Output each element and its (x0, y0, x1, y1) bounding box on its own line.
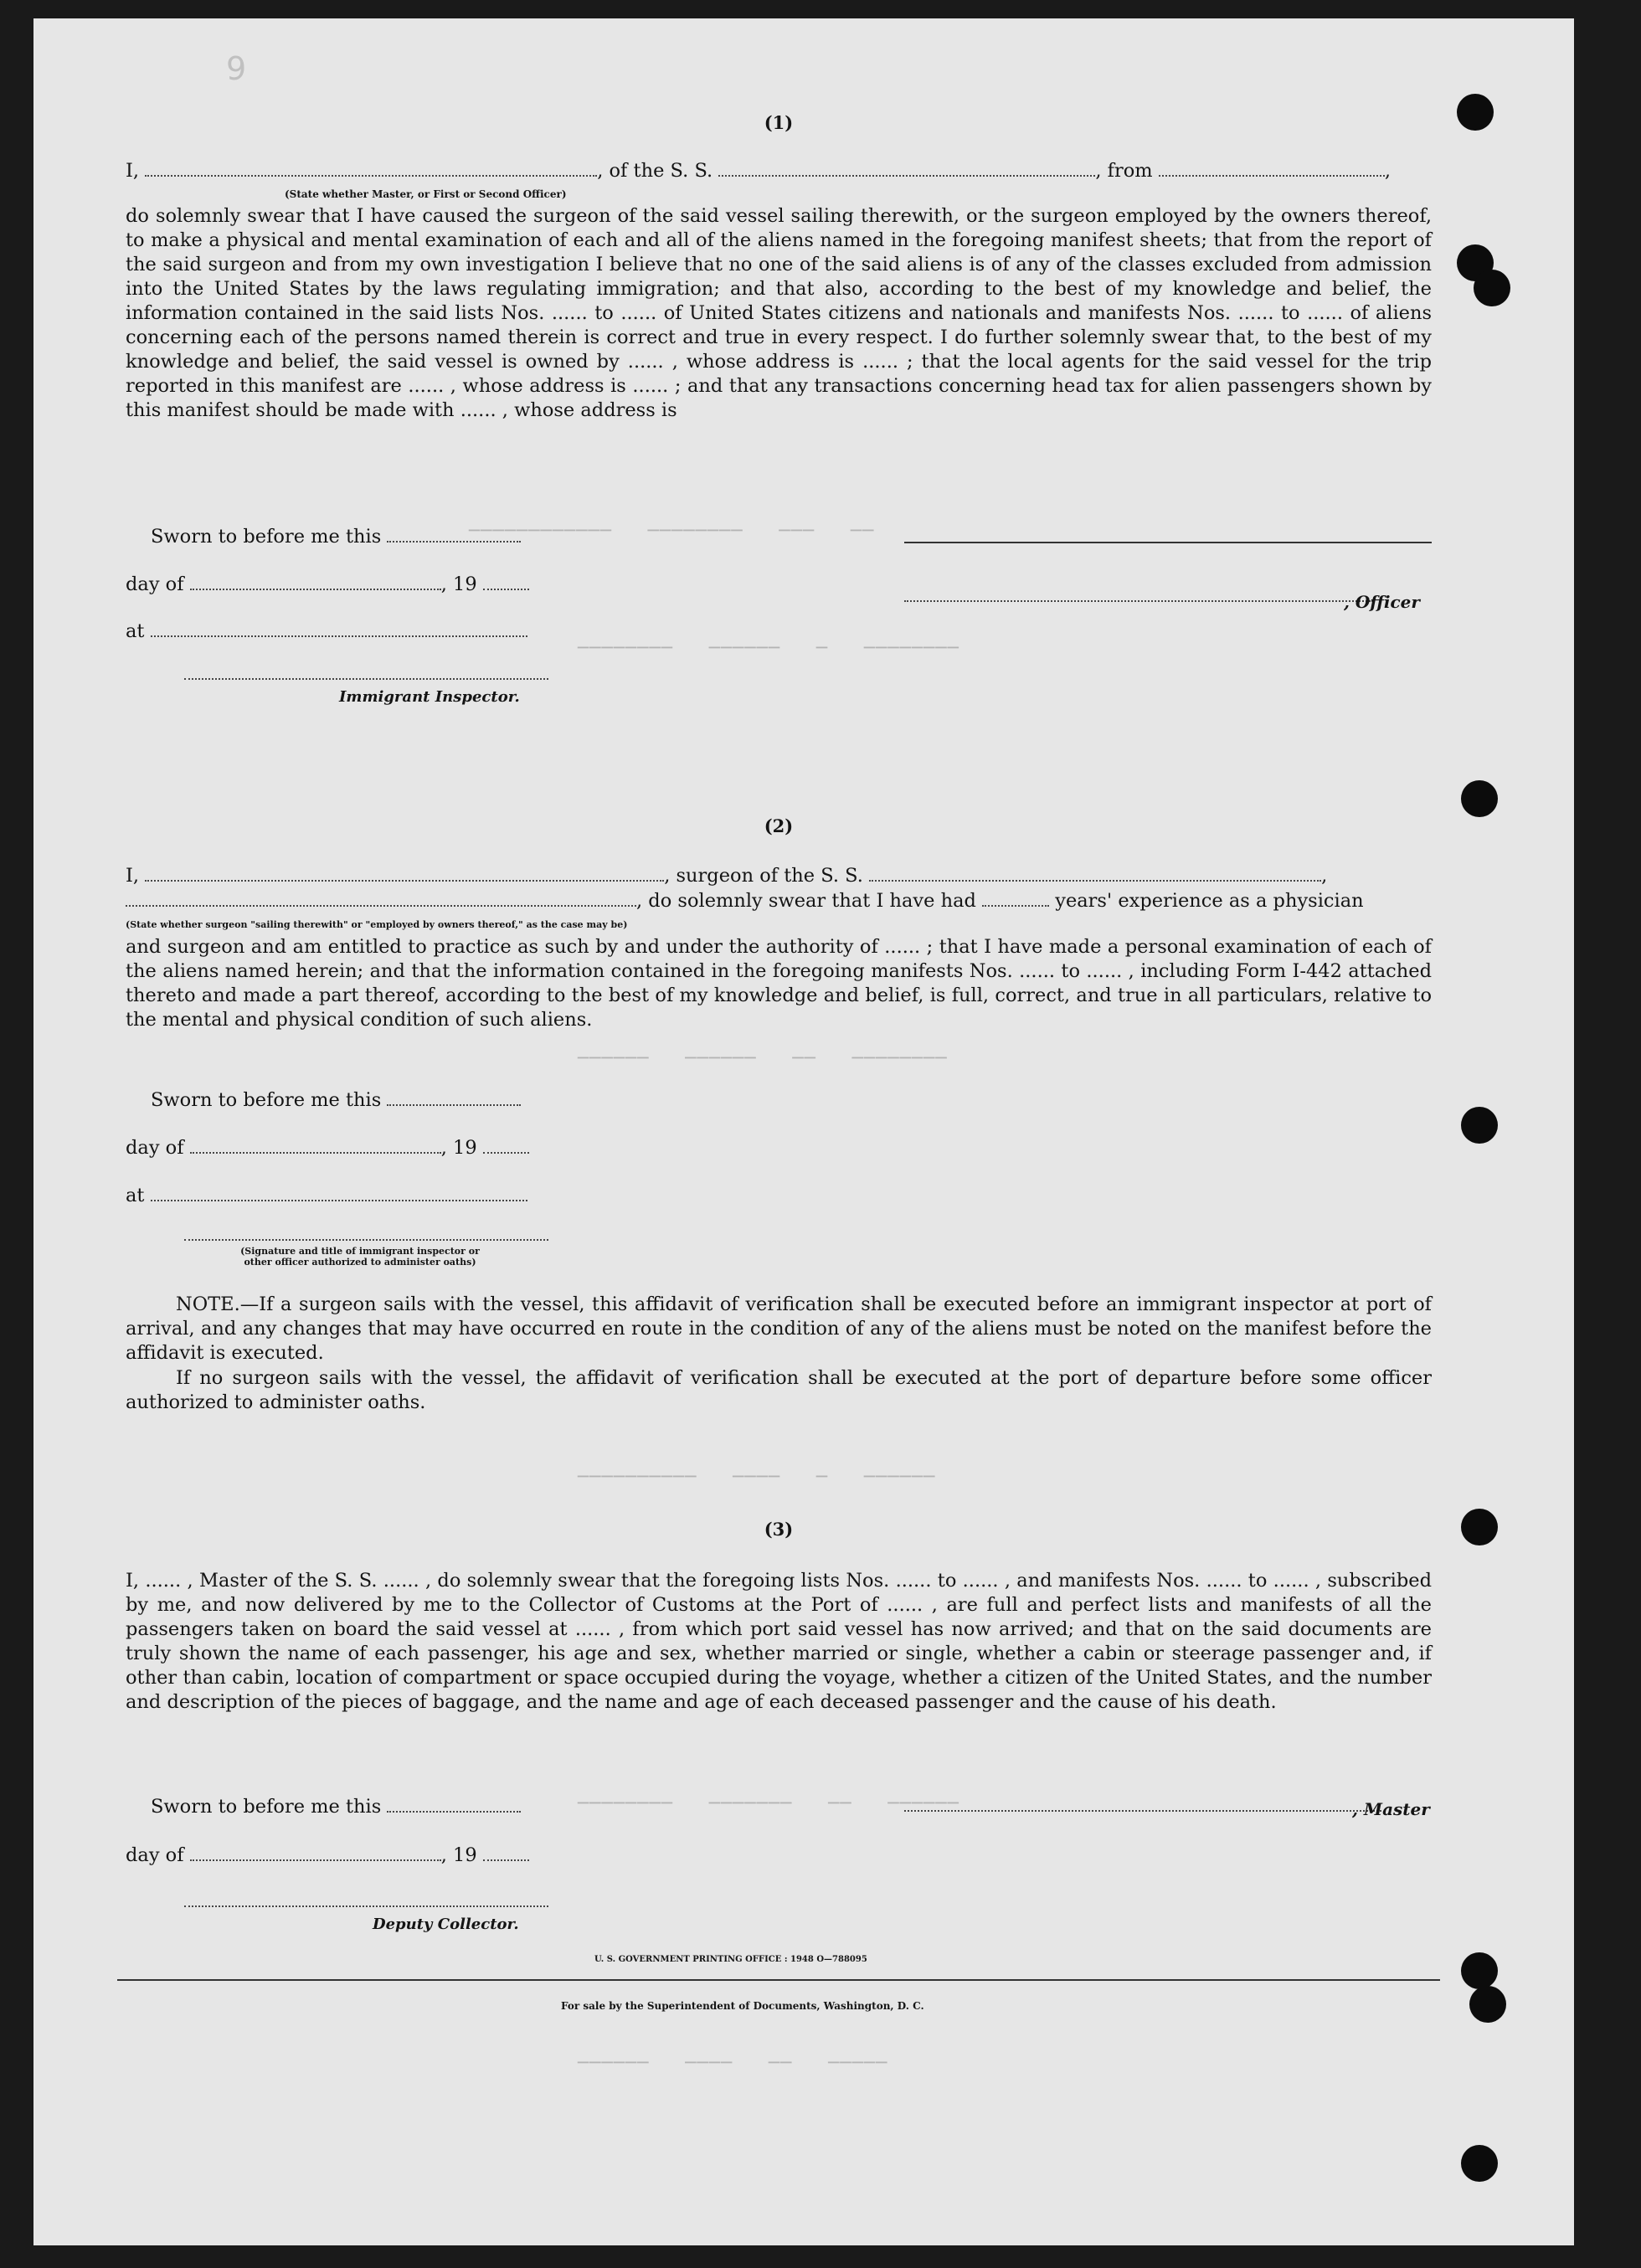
signature-line (904, 542, 1432, 543)
at-place-field[interactable] (151, 620, 527, 637)
binder-hole (1474, 270, 1510, 306)
section-1-number: (1) (764, 112, 794, 133)
bleed-through-texture: ────────── ──── ─ ────── (578, 1467, 936, 1488)
years-field[interactable] (982, 890, 1049, 907)
day-of-label: day of (126, 1137, 184, 1159)
section-1-body: do solemnly swear that I have caused the surgeon of the said vessel sailing therewith, or the surgeon employed by the owners thereof, to make a physical and mental examination of each and all of the aliens named in the foregoing manifest sheets; that from the report of the said surgeon and from my own investigation I believe that no one of the said aliens is of any of the classes excluded from admission into the United States by the laws regulating immigration; and that also, according to the best of my knowledge and belief, the information contained in the said lists Nos. ...... to ...... of United States citizens and nationals and manifests Nos. ...... to ...... of aliens concerning each of the persons named therein is correct and true in every respect. I do further solemnly swear that, to the best of my knowledge and belief, the said vessel is owned by ...... , whose address is ...... ; that the local agents for the said vessel for the trip reported in this manifest are ...... , whose address is ...... ; and that any transactions concerning head tax for alien passengers shown by this manifest should be made with ...... , whose address is (126, 205, 1432, 421)
binder-hole (1461, 2145, 1498, 2182)
gpo-imprint: U. S. GOVERNMENT PRINTING OFFICE : 1948 O—788095 (594, 1955, 867, 1964)
year-field[interactable] (483, 1137, 529, 1154)
section-3-number: (3) (764, 1519, 794, 1540)
manifest-sheet (33, 18, 1574, 2245)
bleed-through-texture: ──────── ────── ─ ──────── (578, 638, 959, 659)
bleed-through-texture: ──────────── ──────── ─── ── (469, 521, 875, 542)
vessel-name-field[interactable] (869, 865, 1321, 882)
master-label: , Master (1352, 1799, 1430, 1819)
at-place-field[interactable] (151, 1185, 527, 1201)
section-2-sworn (151, 1088, 521, 1113)
master-signature-line (904, 1810, 1381, 1812)
officer-caption: (State whether Master, or First or Second Officer) (285, 188, 567, 200)
signature-caption: (Signature and title of immigrant inspector or other officer authorized to administer oaths) (240, 1246, 480, 1268)
binder-hole (1461, 780, 1498, 817)
vessel-name-field[interactable] (718, 160, 1095, 177)
section-1-day (126, 573, 529, 597)
inspector-label: Immigrant Inspector. (339, 688, 520, 706)
section-1-at (126, 620, 527, 644)
deputy-label: Deputy Collector. (373, 1916, 519, 1933)
officer-label: , Officer (1344, 592, 1420, 612)
year-field[interactable] (483, 1844, 529, 1861)
text-prefix: I, (126, 865, 140, 887)
text-from: , from (1095, 160, 1153, 182)
deputy-signature-line (184, 1905, 548, 1907)
sworn-label: Sworn to before me this (151, 1089, 382, 1111)
binder-hole (1461, 1952, 1498, 1989)
year-field[interactable] (483, 573, 529, 590)
year-label: , 19 (440, 573, 477, 595)
section-2-second-line (126, 889, 1432, 913)
day-of-label: day of (126, 573, 184, 595)
text-of-ss: , of the S. S. (597, 160, 713, 182)
authorized-signature-line (184, 1239, 548, 1241)
section-1-sworn (151, 525, 521, 549)
note-no-surgeon: If no surgeon sails with the vessel, the affidavit of verification shall be executed at the port of departure before some officer authorized to administer oaths. (126, 1367, 1432, 1413)
bleed-through-texture: ────── ──── ── ───── (578, 2053, 888, 2074)
at-label: at (126, 620, 145, 642)
officer-signature-line (904, 600, 1373, 602)
bleed-through-texture: ────── ────── ── ──────── (578, 1048, 948, 1069)
footer-rule (117, 1979, 1440, 1981)
binder-hole (1461, 1509, 1498, 1545)
binder-hole (1461, 1107, 1498, 1144)
section-3-day (126, 1844, 529, 1868)
section-2-body: and surgeon and am entitled to practice as such by and under the authority of ...... ; that I have made a personal examination of each of the aliens named herein; and that the information contained in the foregoing manifests Nos. ...... to ...... , including Form I-442 attached thereto and made a part thereof, according to the best of my knowledge and belief, is full, correct, and true in all particulars, relative to the mental and physical condition of such aliens. (126, 936, 1432, 1031)
at-label: at (126, 1185, 145, 1206)
text-surgeon-of-ss: , surgeon of the S. S. (664, 865, 863, 887)
from-port-field[interactable] (1159, 160, 1385, 177)
section-3-body: I, ...... , Master of the S. S. ...... , do solemnly swear that the foregoing lists Nos. ...... to ...... , and manifests Nos. ...... to ...... , subscribed by me, and now delivered by me to the Collector of Customs at the Port of ...... , are full and perfect lists and manifests of all the passengers taken on board the said vessel at ...... , from which port said vessel has now arrived; and that on the said documents are truly shown the name of each passenger, his age and sex, whether married or single, whether a cabin or steerage passenger and, if other than cabin, location of compartment or space occupied during the voyage, whether a citizen of the United States, and the number and description of the pieces of baggage, and the name and age of each deceased passenger and the cause of his death. (126, 1570, 1432, 1713)
day-of-field[interactable] (190, 1137, 441, 1154)
binder-hole (1469, 1986, 1506, 2023)
day-of-field[interactable] (190, 1844, 441, 1861)
sworn-label: Sworn to before me this (151, 526, 382, 548)
inspector-signature-line (184, 678, 548, 680)
footer-sale-note: For sale by the Superintendent of Documents, Washington, D. C. (561, 2000, 924, 2012)
sworn-label: Sworn to before me this (151, 1796, 382, 1818)
section-2-opening-line: I, , surgeon of the S. S. , (126, 865, 1328, 887)
surgeon-name-field[interactable] (145, 865, 664, 882)
sworn-date-field[interactable] (387, 1089, 521, 1106)
surgeon-caption: (State whether surgeon "sailing therewith" or "employed by owners thereof," as the case may be) (126, 919, 628, 930)
section-2-day (126, 1136, 529, 1160)
day-of-label: day of (126, 1844, 184, 1866)
note-surgeon-sails: NOTE.—If a surgeon sails with the vessel, this affidavit of verification shall be executed before an immigrant inspector at port of arrival, and any changes that may have occurred en route in the condition of any of the aliens must be noted on the manifest before the affidavit is executed. (126, 1293, 1432, 1364)
section-1-opening-line: I, , of the S. S. , from , (126, 160, 1391, 182)
section-3-sworn (151, 1795, 521, 1819)
text-solemnly-swear: , do solemnly swear that I have had (636, 890, 976, 912)
sworn-date-field[interactable] (387, 1796, 521, 1813)
year-label: , 19 (440, 1844, 477, 1866)
bleed-through-texture: ──────── ─────── ── ────── (578, 1793, 959, 1814)
sworn-date-field[interactable] (387, 526, 521, 543)
page-number: 9 (226, 50, 247, 87)
surgeon-status-field[interactable] (126, 890, 636, 907)
binder-hole (1457, 94, 1494, 131)
section-2-at (126, 1184, 527, 1208)
text-prefix: I, (126, 160, 140, 182)
text-years-experience: years' experience as a physician (1055, 890, 1364, 912)
officer-name-field[interactable] (145, 160, 597, 177)
day-of-field[interactable] (190, 573, 441, 590)
year-label: , 19 (440, 1137, 477, 1159)
section-2-number: (2) (764, 815, 794, 836)
